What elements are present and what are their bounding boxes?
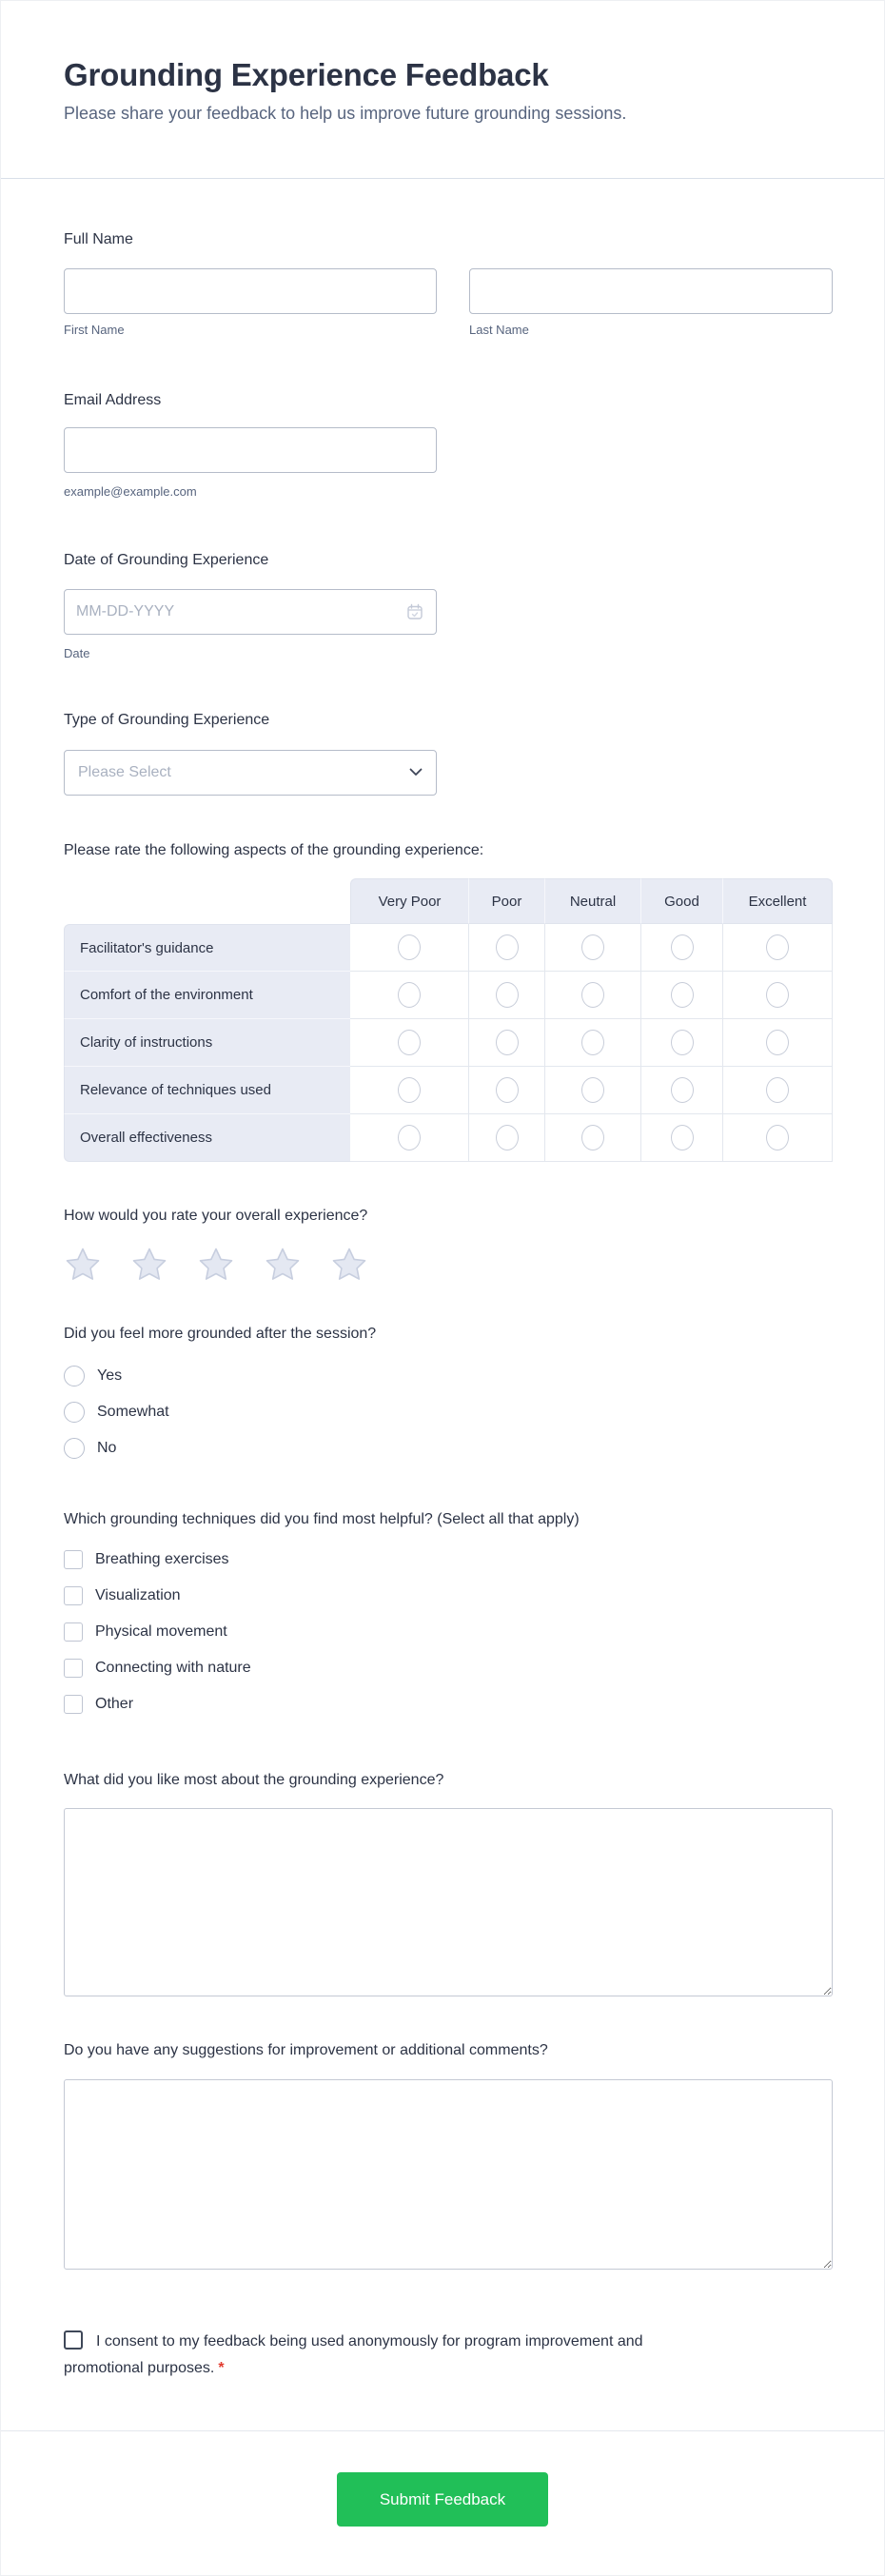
required-asterisk: * (218, 2360, 225, 2376)
radio-icon (398, 934, 421, 960)
date-input[interactable] (64, 589, 437, 635)
calendar-icon[interactable] (405, 602, 424, 626)
star-icon[interactable] (197, 1246, 235, 1284)
star-icon[interactable] (264, 1246, 302, 1284)
rating-table (64, 878, 831, 1162)
first-name-input[interactable] (64, 268, 437, 314)
checkbox-option-label: Physical movement (95, 1623, 227, 1640)
checkbox-option-other[interactable] (64, 1695, 831, 1714)
row-label-overall-effectiveness: Overall effectiveness (64, 1114, 350, 1162)
consent-label: I consent to my feedback being used anonymously for program improvement and promotional purposes. (64, 2333, 643, 2376)
radio-icon (581, 934, 604, 960)
checkbox-icon (64, 1550, 83, 1569)
radio-icon (766, 934, 789, 960)
name-row (64, 268, 831, 338)
radio-option-label: Yes (97, 1367, 123, 1384)
column-header-excellent: Excellent (723, 878, 833, 924)
row-label-facilitators-guidance: Facilitator's guidance (64, 924, 350, 972)
checkbox-option-visualization[interactable] (64, 1586, 831, 1605)
column-header-poor: Poor (469, 878, 545, 924)
radio-option-label: Somewhat (97, 1404, 169, 1420)
techniques-question: Which grounding techniques did you find most helpful? (Select all that apply) (64, 1511, 580, 1527)
radio-icon (398, 1030, 421, 1055)
question-email (64, 391, 831, 500)
checkbox-option-connecting-with-nature[interactable] (64, 1659, 831, 1678)
rating-radio-cell[interactable] (545, 1067, 641, 1114)
type-select[interactable] (64, 750, 437, 796)
type-select-value: Please Select (78, 764, 171, 780)
rating-radio-cell[interactable] (350, 1114, 469, 1162)
radio-icon (496, 1030, 519, 1055)
email-label: Email Address (64, 392, 162, 408)
question-rating-table (64, 841, 831, 1162)
first-name-col (64, 268, 437, 338)
radio-icon (64, 1402, 85, 1423)
radio-icon (496, 1125, 519, 1150)
rating-radio-cell[interactable] (545, 1114, 641, 1162)
consent-checkbox[interactable] (64, 2330, 83, 2350)
checkbox-icon (64, 1622, 83, 1642)
radio-icon (766, 982, 789, 1008)
radio-icon (496, 934, 519, 960)
submit-feedback-button[interactable]: Submit Feedback (337, 2472, 548, 2527)
rating-radio-cell[interactable] (350, 972, 469, 1019)
submit-area (1, 2431, 884, 2575)
rating-radio-cell[interactable] (350, 924, 469, 972)
checkbox-icon (64, 1695, 83, 1714)
page-title: Grounding Experience Feedback (64, 57, 549, 92)
radio-icon (671, 1077, 694, 1103)
rating-radio-cell[interactable] (641, 1019, 723, 1067)
rating-table-question: Please rate the following aspects of the grounding experience: (64, 842, 484, 858)
rating-radio-cell[interactable] (723, 1067, 833, 1114)
rating-radio-cell[interactable] (469, 1067, 545, 1114)
radio-option-label: No (97, 1440, 117, 1456)
star-icon[interactable] (330, 1246, 368, 1284)
radio-option-no[interactable] (64, 1438, 831, 1459)
rating-radio-cell[interactable] (469, 1019, 545, 1067)
column-header-neutral: Neutral (545, 878, 641, 924)
question-type (64, 711, 831, 796)
rating-radio-cell[interactable] (641, 924, 723, 972)
rating-radio-cell[interactable] (545, 924, 641, 972)
last-name-input[interactable] (469, 268, 833, 314)
date-sublabel: Date (64, 646, 90, 660)
rating-radio-cell[interactable] (723, 1019, 833, 1067)
radio-option-somewhat[interactable] (64, 1402, 831, 1423)
form-subtitle: Please share your feedback to help us improve future grounding sessions. (64, 104, 627, 123)
radio-icon (581, 1077, 604, 1103)
rating-radio-cell[interactable] (723, 924, 833, 972)
checkbox-option-label: Visualization (95, 1587, 181, 1603)
rating-radio-cell[interactable] (641, 972, 723, 1019)
row-label-clarity-instructions: Clarity of instructions (64, 1019, 350, 1067)
radio-icon (671, 982, 694, 1008)
radio-icon (766, 1030, 789, 1055)
question-suggestions (64, 2041, 831, 2270)
rating-radio-cell[interactable] (723, 972, 833, 1019)
column-header-good: Good (641, 878, 723, 924)
table-corner-cell (64, 878, 350, 924)
consent-row (64, 2329, 720, 2382)
rating-radio-cell[interactable] (350, 1067, 469, 1114)
email-field[interactable] (64, 427, 437, 473)
star-icon[interactable] (64, 1246, 102, 1284)
question-techniques (64, 1510, 831, 1714)
grounded-question: Did you feel more grounded after the session? (64, 1326, 377, 1342)
checkbox-option-label: Connecting with nature (95, 1660, 251, 1676)
rating-radio-cell[interactable] (469, 924, 545, 972)
full-name-label: Full Name (64, 231, 133, 247)
question-grounded (64, 1325, 831, 1459)
form-header (1, 1, 884, 125)
question-overall-rating (64, 1207, 831, 1284)
checkbox-icon (64, 1586, 83, 1605)
last-name-sublabel: Last Name (469, 323, 529, 337)
rating-radio-cell[interactable] (545, 972, 641, 1019)
rating-radio-cell[interactable] (723, 1114, 833, 1162)
liked-most-textarea[interactable] (64, 1808, 833, 1996)
rating-radio-cell[interactable] (641, 1067, 723, 1114)
radio-icon (398, 982, 421, 1008)
checkbox-icon (64, 1659, 83, 1678)
overall-rating-question: How would you rate your overall experience? (64, 1208, 368, 1224)
question-full-name (64, 230, 831, 338)
suggestions-question: Do you have any suggestions for improvement or additional comments? (64, 2042, 548, 2058)
grounded-options (64, 1366, 831, 1459)
radio-icon (398, 1125, 421, 1150)
star-rating (64, 1246, 831, 1284)
radio-icon (581, 1030, 604, 1055)
type-label: Type of Grounding Experience (64, 712, 270, 728)
radio-icon (64, 1366, 85, 1386)
column-header-very-poor: Very Poor (350, 878, 469, 924)
radio-icon (398, 1077, 421, 1103)
radio-icon (671, 934, 694, 960)
chevron-down-icon (409, 764, 423, 781)
radio-icon (496, 982, 519, 1008)
suggestions-textarea[interactable] (64, 2079, 833, 2270)
checkbox-option-breathing-exercises[interactable] (64, 1550, 831, 1569)
question-liked-most (64, 1771, 831, 1996)
checkbox-option-physical-movement[interactable] (64, 1622, 831, 1642)
last-name-col (469, 268, 833, 338)
radio-icon (671, 1030, 694, 1055)
radio-icon (766, 1077, 789, 1103)
radio-icon (581, 1125, 604, 1150)
date-input-wrap (64, 589, 437, 635)
checkbox-option-label: Other (95, 1696, 134, 1712)
radio-icon (766, 1125, 789, 1150)
checkbox-option-label: Breathing exercises (95, 1551, 229, 1567)
date-label: Date of Grounding Experience (64, 552, 269, 568)
rating-radio-cell[interactable] (545, 1019, 641, 1067)
radio-icon (671, 1125, 694, 1150)
rating-radio-cell[interactable] (350, 1019, 469, 1067)
rating-radio-cell[interactable] (469, 1114, 545, 1162)
radio-icon (581, 982, 604, 1008)
question-date (64, 551, 831, 661)
question-consent (64, 2329, 831, 2382)
form-body (1, 230, 884, 2382)
first-name-sublabel: First Name (64, 323, 125, 337)
liked-most-question: What did you like most about the grounding experience? (64, 1772, 444, 1788)
rating-radio-cell[interactable] (469, 972, 545, 1019)
techniques-options (64, 1550, 831, 1714)
star-icon[interactable] (130, 1246, 168, 1284)
row-label-relevance-techniques: Relevance of techniques used (64, 1067, 350, 1114)
radio-icon (64, 1438, 85, 1459)
header-divider (1, 178, 884, 179)
radio-icon (496, 1077, 519, 1103)
email-sublabel: example@example.com (64, 484, 197, 499)
radio-option-yes[interactable] (64, 1366, 831, 1386)
row-label-comfort-environment: Comfort of the environment (64, 972, 350, 1019)
rating-radio-cell[interactable] (641, 1114, 723, 1162)
